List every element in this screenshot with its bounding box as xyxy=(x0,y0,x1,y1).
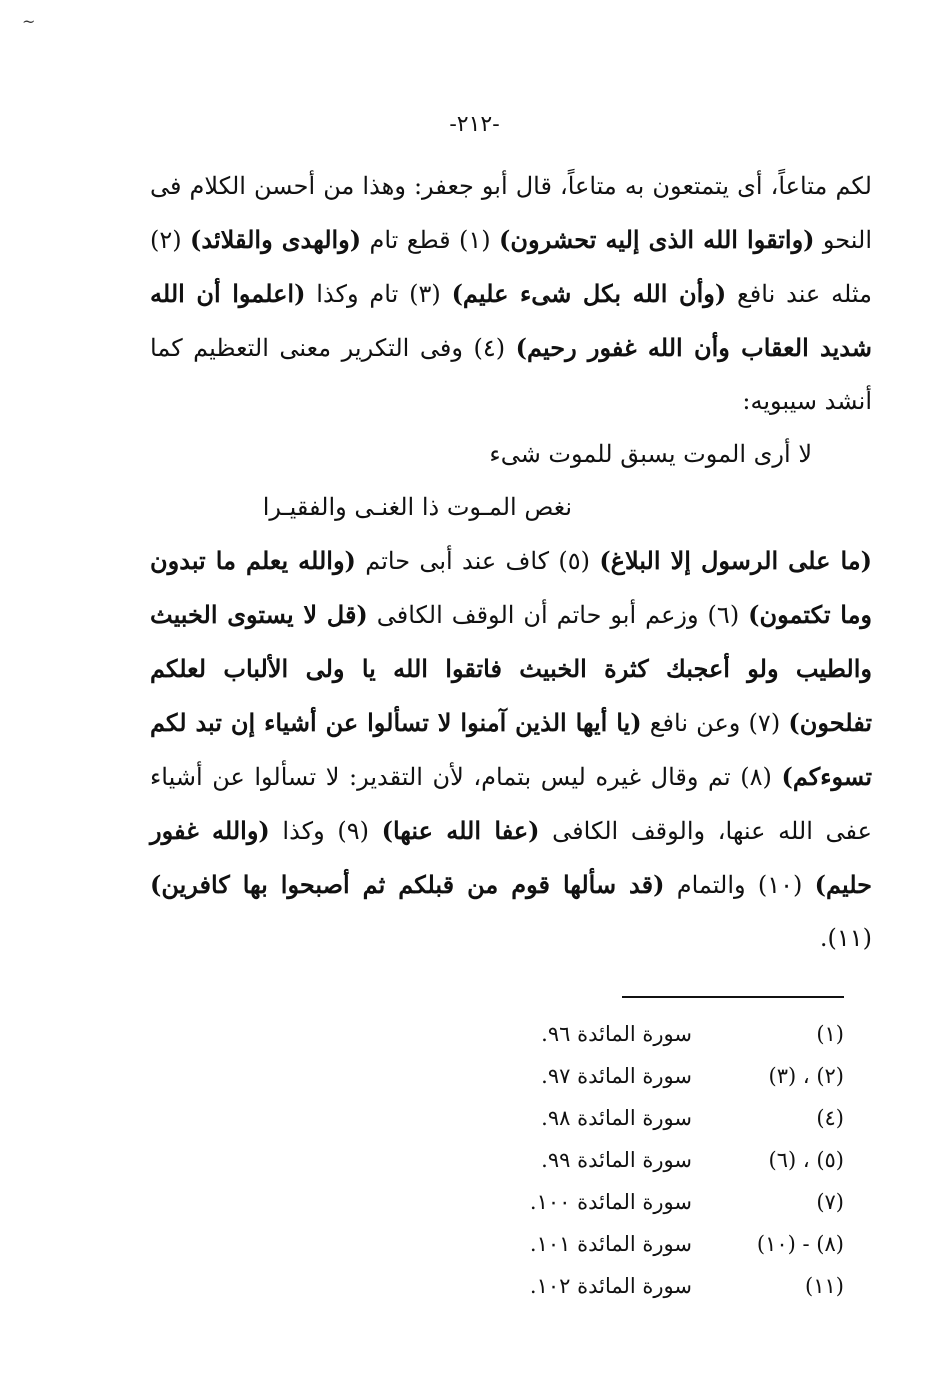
p2-text-4: (٨) تم وقال غيره ليس بتمام، لأن التقدير: لا تسألوا عن أشياء عفى الله عنها، والوقف الكافى xyxy=(150,763,872,845)
p2-quran-2: (والله يعلم ما تبدون وما تكتمون) xyxy=(150,546,873,629)
footnote-text: سورة المائدة ١٠١. xyxy=(529,1232,692,1256)
footnote-1 xyxy=(480,1022,860,1062)
footnote-5 xyxy=(480,1190,860,1230)
footnote-number: (٢) ، (٣) xyxy=(768,1064,844,1088)
p2-text-5: (٩) وكذا xyxy=(269,817,382,845)
p1-quran-4: (اعلموا أن الله شديد العقاب وأن الله غفور رحيم) xyxy=(150,279,872,362)
p1-quran-2: (والهدى والقلائد) xyxy=(190,225,362,254)
p1-text-1: لكم متاعاً، أى يتمتعون به متاعاً، قال أبو جعفر: وهذا من أحسن الكلام فى النحو xyxy=(150,172,873,254)
p2-quran-3: (قل لا يستوى الخبيث والطيب ولو أعجبك كثرة الخبيث فاتقوا الله يا ولى الألباب لعلكم تفلحون) xyxy=(150,600,873,737)
p2-text-7: (١١). xyxy=(819,924,872,952)
p2-quran-1: (ما على الرسول إلا البلاغ) xyxy=(599,546,872,575)
page-number: -٢١٢- xyxy=(449,112,500,137)
footnote-text: سورة المائدة ١٠٢. xyxy=(529,1274,692,1298)
p2-text-1: (٥) كاف عند أبى حاتم xyxy=(355,547,600,575)
p1-quran-3: (وأن الله بكل شىء عليم) xyxy=(451,279,727,308)
p2-quran-7: (قد سألها قوم من قبلكم ثم أصبحوا بها كافرين) xyxy=(150,870,665,899)
footnote-number: (١) xyxy=(816,1022,844,1046)
footnote-text: سورة المائدة ٩٧. xyxy=(541,1064,692,1088)
p1-text-5: (٤) وفى التكرير معنى التعظيم كما أنشد سيبويه: xyxy=(150,334,872,415)
footnote-number: (٤) xyxy=(816,1106,844,1130)
footnote-number: (٧) xyxy=(816,1190,844,1214)
footnote-7 xyxy=(480,1274,860,1314)
p2-quran-6: (والله غفور حليم) xyxy=(150,816,872,899)
footnote-4 xyxy=(480,1148,860,1188)
p2-text-2: (٦) وزعم أبو حاتم أن الوقف الكافى xyxy=(367,601,749,629)
footnote-text: سورة المائدة ١٠٠. xyxy=(529,1190,692,1214)
footnote-number: (٨) - (١٠) xyxy=(756,1232,844,1256)
footnote-number: (١١) xyxy=(805,1274,844,1298)
footnote-3 xyxy=(480,1106,860,1146)
p1-text-3: (٢) مثله عند نافع xyxy=(150,226,873,308)
p2-text-6: (١٠) والتمام xyxy=(664,871,815,899)
p2-quran-5: (عفا الله عنها) xyxy=(381,816,540,845)
p1-text-4: (٣) تام وكذا xyxy=(305,280,452,308)
p2-quran-4: (يا أيها الذين آمنوا لا تسألوا عن أشياء إن تبد لكم تسوءكم) xyxy=(150,708,872,791)
paragraph-1 xyxy=(150,160,872,428)
p1-quran-1: (واتقوا الله الذى إليه تحشرون) xyxy=(499,225,815,254)
verse-line-1: لا أرى الموت يسبق للموت شىء xyxy=(489,440,812,468)
p1-text-2: (١) قطع تام xyxy=(361,226,500,254)
footnote-number: (٥) ، (٦) xyxy=(768,1148,844,1172)
footnote-2 xyxy=(480,1064,860,1104)
corner-mark: ~ xyxy=(22,12,36,31)
paragraph-2 xyxy=(150,534,872,965)
main-text xyxy=(150,160,872,965)
footnote-divider xyxy=(622,996,844,998)
footnote-text: سورة المائدة ٩٦. xyxy=(541,1022,692,1046)
p2-text-3: (٧) وعن نافع xyxy=(641,709,789,737)
footnote-text: سورة المائدة ٩٨. xyxy=(541,1106,692,1130)
footnote-text: سورة المائدة ٩٩. xyxy=(541,1148,692,1172)
verse-line-2: نغص المـوت ذا الغنـى والفقيـرا xyxy=(262,493,572,521)
footnote-6 xyxy=(480,1232,860,1272)
